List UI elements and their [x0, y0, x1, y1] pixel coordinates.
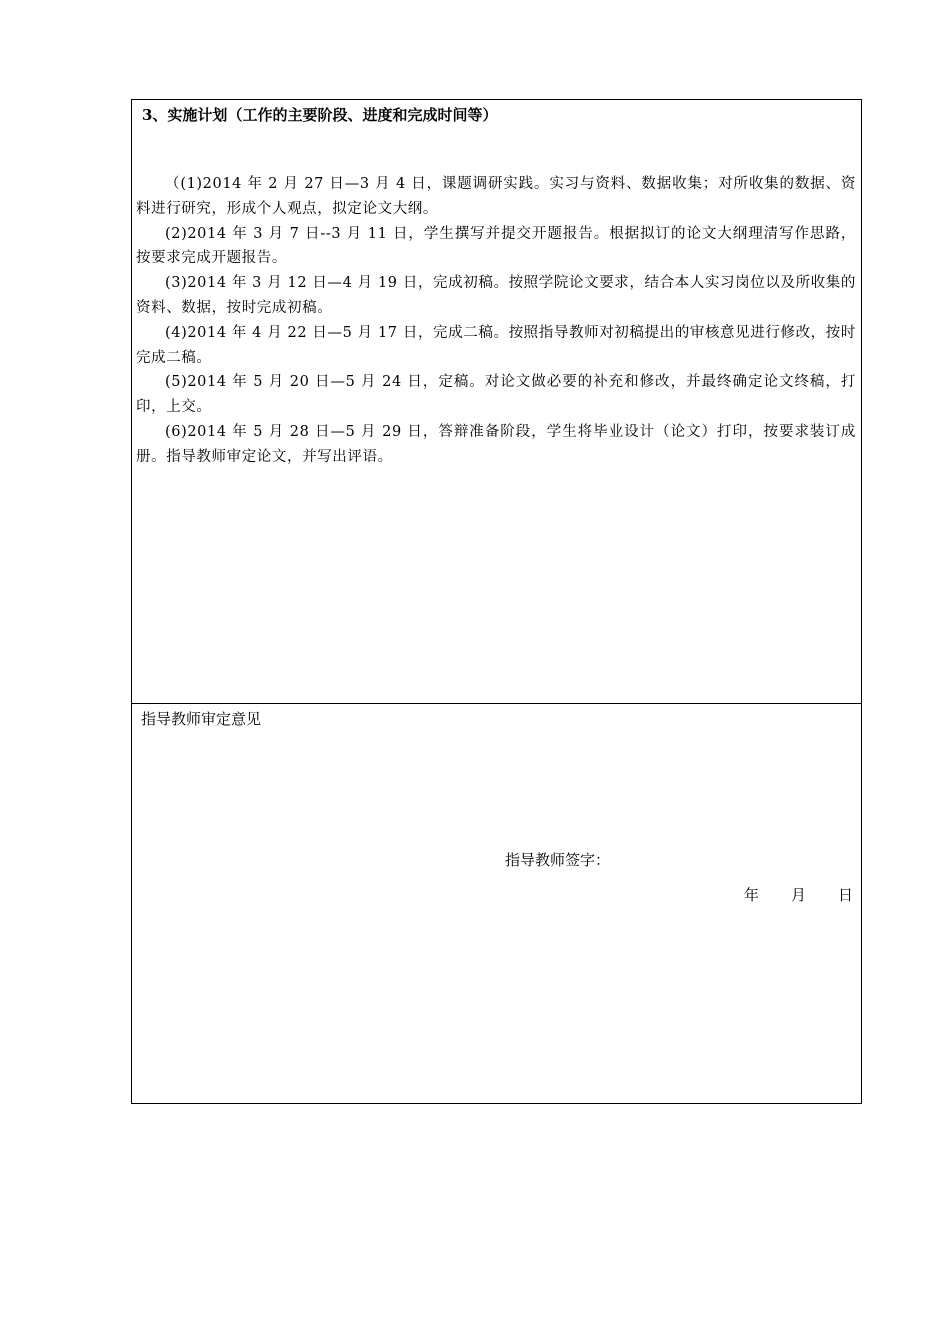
date-day-label: 日 [837, 886, 853, 904]
implementation-plan-cell [132, 100, 861, 704]
plan-item-5: (5)2014 年 5 月 20 日—5 月 24 日，定稿。对论文做必要的补充和修改，并最终确定论文终稿，打印，上交。 [136, 374, 856, 416]
date-month-label: 月 [790, 886, 806, 904]
plan-item-3: (3)2014 年 3 月 12 日—4 月 19 日，完成初稿。按照学院论文要求，结合本人实习岗位以及所收集的资料、数据，按时完成初稿。 [136, 275, 856, 316]
plan-item-4: (4)2014 年 4 月 22 日—5 月 17 日，完成二稿。按照指导教师对初稿提出的审核意见进行修改，按时完成二稿。 [136, 324, 856, 366]
advisor-opinion-label: 指导教师审定意见 [141, 710, 262, 728]
plan-item-6: (6)2014 年 5 月 28 日—5 月 29 日，答辩准备阶段，学生将毕业设计（论文）打印，按要求装订成册。指导教师审定论文，并写出评语。 [136, 423, 856, 465]
plan-item-1: （(1)2014 年 2 月 27 日—3 月 4 日，课题调研实践。实习与资料、数据收集；对所收集的数据、资料进行研究，形成个人观点，拟定论文大纲。 [136, 176, 856, 217]
section-title: 3、实施计划（工作的主要阶段、进度和完成时间等） [142, 106, 498, 124]
plan-item-2: (2)2014 年 3 月 7 日--3 月 11 日，学生撰写并提交开题报告。根据拟订的论文大纲理清写作思路，按要求完成开题报告。 [136, 225, 856, 267]
advisor-opinion-cell [132, 704, 861, 1103]
form-table [131, 99, 862, 1104]
date-line [744, 884, 853, 906]
date-year-label: 年 [743, 886, 759, 904]
plan-body [136, 172, 856, 470]
advisor-signature-label: 指导教师签字： [505, 851, 611, 869]
